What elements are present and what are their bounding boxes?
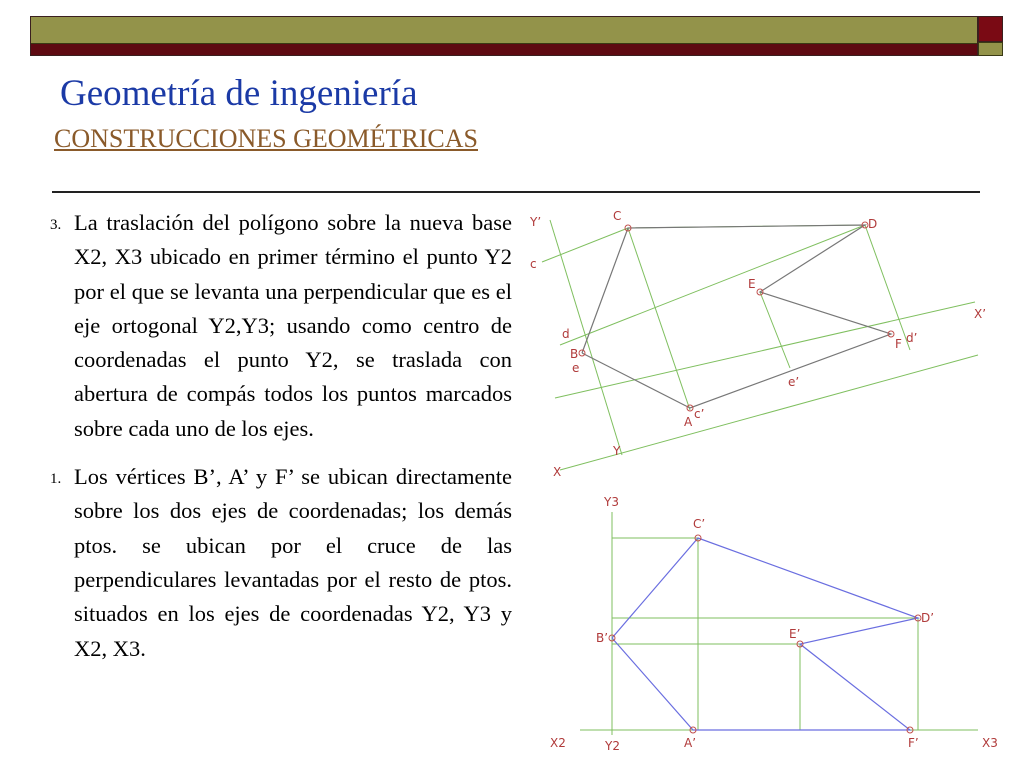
label-b-prime: B’: [596, 631, 609, 645]
axis-y-line: [550, 220, 622, 455]
label-y: Y: [613, 444, 621, 458]
title-bar-cap: [978, 16, 1003, 42]
axis-x-line: [560, 355, 978, 470]
label-e-axis: e: [572, 361, 580, 375]
perp-c: [628, 228, 690, 410]
perp-e: [760, 292, 790, 368]
label-d-prime: d’: [906, 331, 918, 345]
label-y2: Y2: [605, 739, 620, 753]
label-c-prime: C’: [693, 517, 706, 531]
label-e-prime: e’: [788, 375, 800, 389]
geometry-figure: [520, 195, 1020, 765]
label-f-prime: F’: [908, 736, 919, 750]
label-d-axis: d: [562, 327, 570, 341]
slide-title: Geometría de ingeniería: [60, 73, 418, 114]
top-construction-lines: [542, 220, 978, 470]
bottom-vertex-markers: [609, 535, 921, 733]
list-item-text: La traslación del polígono sobre la nueva base X2, X3 ubicado en primer término el punto Y2 por el que se levanta una perpendicular que es el eje ortogonal Y2,Y3; usando como centro de coordenadas el punto Y2, se traslada con abertura de compás todos los puntos marcados sobre cada uno de los ejes.: [74, 210, 512, 441]
label-y3: Y3: [604, 495, 619, 509]
title-bar-cap-lower: [978, 42, 1003, 56]
label-c-axis: c: [530, 257, 537, 271]
label-d-prime: D’: [921, 611, 935, 625]
label-point-c: C: [613, 209, 622, 223]
label-point-a: A: [684, 415, 693, 429]
label-point-d: D: [868, 217, 878, 231]
top-vertex-markers: [579, 222, 894, 411]
list-item-number: 3.: [50, 217, 62, 233]
label-x-prime: X’: [974, 307, 987, 321]
polygon-outline-transferred: [612, 538, 918, 730]
top-polygon: [582, 225, 891, 408]
axis-c-line: [542, 228, 628, 262]
divider-line: [52, 191, 980, 193]
list-item-text: Los vértices B’, A’ y F’ se ubican directamente sobre los dos ejes de coordenadas; los demás ptos. se ubican por el cruce de las perpendiculares levantadas por el resto de ptos. situados en los ejes de coordenadas Y2, Y3 y X2, X3.: [74, 464, 512, 661]
label-x2: X2: [550, 736, 566, 750]
label-point-e: E: [748, 277, 756, 291]
line-b-d: [560, 225, 865, 345]
label-x3: X3: [982, 736, 998, 750]
label-e-prime: E’: [789, 627, 801, 641]
title-bar-stripe: [31, 17, 977, 44]
label-a-prime: A’: [684, 736, 697, 750]
perp-d: [865, 225, 910, 350]
body-list: [44, 206, 512, 666]
list-item: [44, 460, 512, 666]
axis-x-prime: [555, 302, 975, 398]
polygon-outline: [582, 225, 891, 408]
label-y-prime: Y’: [530, 215, 542, 229]
bottom-polygon: [612, 538, 918, 730]
label-c-prime: c’: [694, 407, 705, 421]
label-point-f: F: [895, 337, 902, 351]
title-bar-decoration: [30, 16, 978, 56]
list-item: [44, 206, 512, 446]
label-x: X: [553, 465, 562, 479]
slide-subtitle: CONSTRUCCIONES GEOMÉTRICAS: [54, 124, 478, 153]
list-item-number: 1.: [50, 471, 62, 488]
bottom-construction-lines: [580, 512, 978, 735]
label-point-b: B: [570, 347, 579, 361]
